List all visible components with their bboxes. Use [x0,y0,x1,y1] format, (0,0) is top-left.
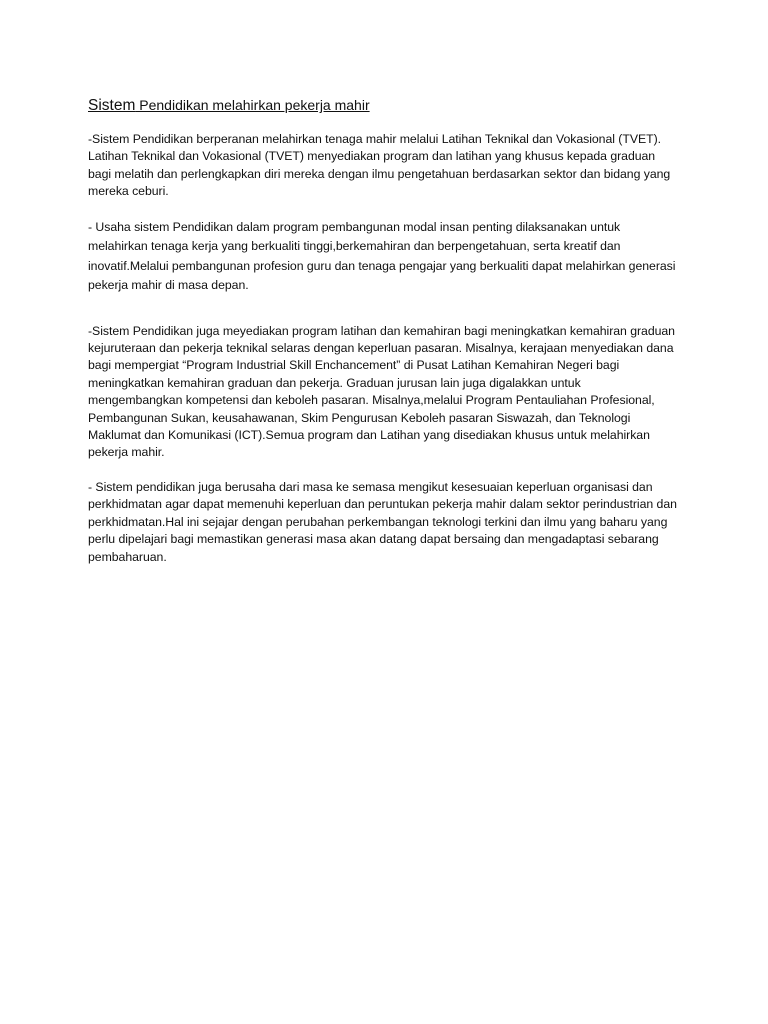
paragraph-1: -Sistem Pendidikan berperanan melahirkan tenaga mahir melalui Latihan Teknikal dan Vokasional (TVET). Latihan Teknikal dan Vokasional (TVET) menyediakan program dan latihan yang khusus kepada graduan bagi melatih dan perlengkapkan diri mereka dengan ilmu pengetahuan berdasarkan sektor dan bidang yang mereka ceburi. [88,132,671,199]
paragraph-spacer [88,201,678,218]
document-body [88,96,678,566]
paragraph-3: -Sistem Pendidikan juga meyediakan program latihan dan kemahiran bagi meningkatkan kemahiran graduan kejuruteraan dan pekerja teknikal selaras dengan keperluan pasaran. Misalnya, kerajaan menyediakan dana bagi mempergiat “Program Industrial Skill Enchancement” di Pusat Latihan Kemahiran Negeri bagi meningkatkan kemahiran graduan dan pekerja. Graduan jurusan lain juga digalakkan untuk mengembangkan kompetensi dan keboleh pasaran. Misalnya,melalui Program Pentauliahan Profesional, Pembangunan Sukan, keusahawanan, Skim Pengurusan Keboleh pasaran Siswazah, dan Teknologi Maklumat dan Komunikasi (ICT).Semua program dan Latihan yang disediakan khusus untuk melahirkan pekerja mahir. [88,323,675,460]
title-rest: Pendidikan melahirkan pekerja mahir [135,97,370,113]
paragraph-spacer [88,296,678,323]
document-title [88,96,678,115]
paragraph-spacer [88,462,678,479]
paragraph-2: - Usaha sistem Pendidikan dalam program pembangunan modal insan penting dilaksanakan untuk melahirkan tenaga kerja yang berkualiti tinggi,berkemahiran dan berpengetahuan, serta kreatif dan inovatif.Melalui pembangunan profesion guru dan tenaga pengajar yang berkualiti dapat melahirkan generasi pekerja mahir di masa depan. [88,219,676,293]
title-first-word: Sistem [88,97,136,114]
paragraph-4: - Sistem pendidikan juga berusaha dari masa ke semasa mengikut kesesuaian keperluan organisasi dan perkhidmatan agar dapat memenuhi keperluan dan peruntukan pekerja mahir dalam sektor perindustrian dan perkhidmatan.Hal ini sejajar dengan perubahan perkembangan teknologi terkini dan ilmu yang baharu yang perlu dipelajari bagi memastikan generasi masa akan datang dapat bersaing dan mengadaptasi sebarang pembaharuan. [88,479,677,564]
